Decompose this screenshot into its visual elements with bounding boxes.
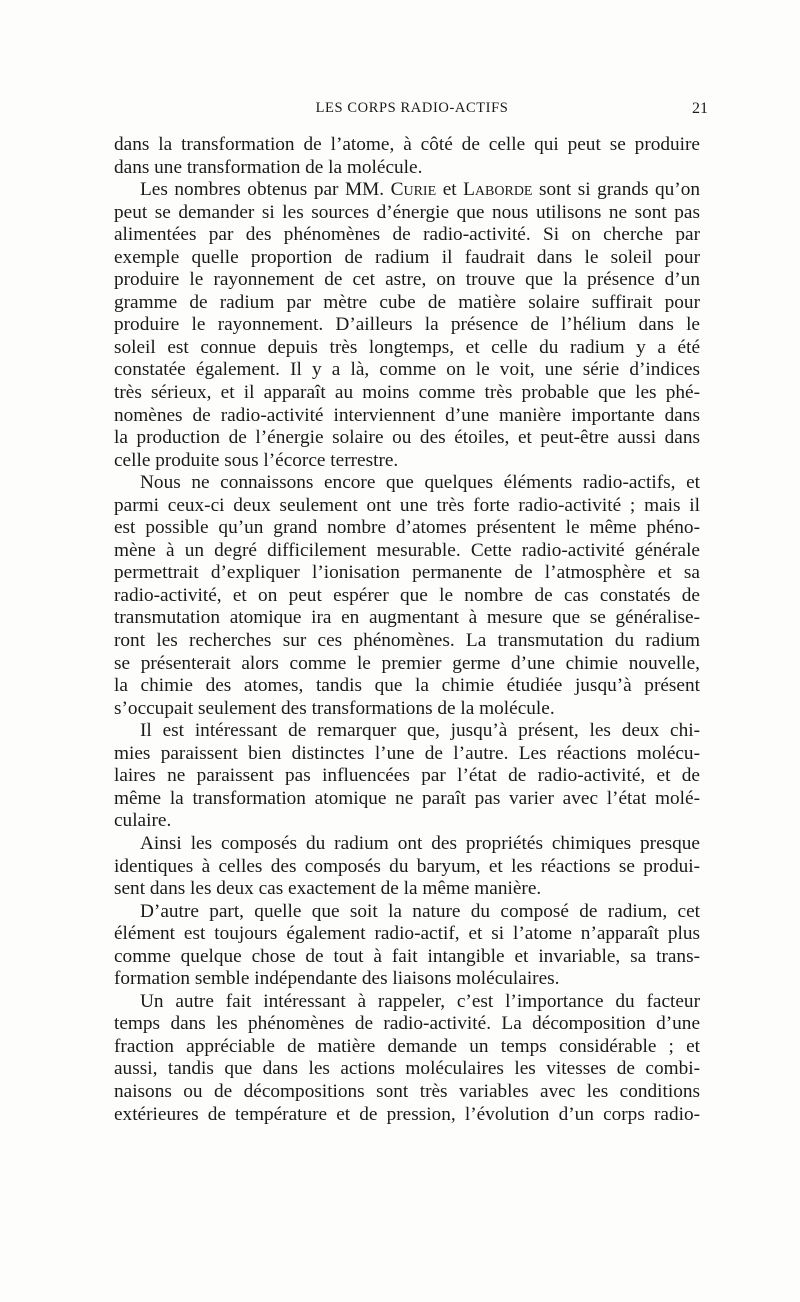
text-line: D’autre part, quelle que soit la nature du composé de radium, cet bbox=[140, 900, 700, 922]
text-line: radio-activité, et on peut espérer que le nombre de cas constatés de bbox=[114, 584, 700, 606]
text-fragment: sont si grands qu’on bbox=[532, 179, 701, 201]
text-line: alimentées par des phénomènes de radio-activité. Si on cherche par bbox=[114, 224, 700, 246]
paragraph-4 bbox=[114, 720, 700, 833]
text-line: fraction appréciable de matière demande un temps considérable ; et bbox=[114, 1035, 700, 1057]
text-line: se présenterait alors comme le premier germe d’une chimie nouvelle, bbox=[114, 652, 700, 674]
text-line: même la transformation atomique ne paraît pas varier avec l’état molé- bbox=[114, 787, 700, 809]
text-line: Nous ne connaissons encore que quelques éléments radio-actifs, et bbox=[140, 472, 700, 494]
page-number: 21 bbox=[692, 100, 708, 117]
text-line: celle produite sous l’écorce terrestre. bbox=[114, 449, 399, 471]
text-line: constatée également. Il y a là, comme on le voit, une série d’indices bbox=[114, 359, 700, 381]
text-fragment: et bbox=[436, 179, 464, 201]
text-line: transmutation atomique ira en augmentant à mesure que se généralise- bbox=[114, 607, 700, 629]
text-line: Un autre fait intéressant à rappeler, c’est l’importance du facteur bbox=[140, 990, 700, 1012]
text-line: sent dans les deux cas exactement de la même manière. bbox=[114, 878, 542, 900]
text-line: est possible qu’un grand nombre d’atomes présentent le même phéno- bbox=[114, 517, 700, 539]
text-line: élément est toujours également radio-actif, et si l’atome n’apparaît plus bbox=[114, 923, 700, 945]
text-line: parmi ceux-ci deux seulement ont une très forte radio-activité ; mais il bbox=[114, 494, 700, 516]
text-line: mies paraissent bien distinctes l’une de l’autre. Les réactions molécu- bbox=[114, 742, 700, 764]
text-line: mène à un degré difficilement mesurable. Cette radio-activité générale bbox=[114, 539, 700, 561]
text-line: produire le rayonnement. D’ailleurs la présence de l’hélium dans le bbox=[114, 314, 700, 336]
text-line: permettrait d’expliquer l’ionisation permanente de l’atmosphère et sa bbox=[114, 562, 700, 584]
text-line bbox=[114, 179, 700, 202]
paragraph-3 bbox=[114, 472, 700, 720]
paragraph-1 bbox=[114, 134, 700, 179]
text-line: culaire. bbox=[114, 810, 172, 832]
body-text bbox=[114, 134, 700, 1126]
text-line: dans une transformation de la molécule. bbox=[114, 156, 423, 178]
text-fragment: Les nombres obtenus par MM. bbox=[140, 179, 391, 201]
author-name-curie: Curie bbox=[390, 179, 437, 201]
text-line: temps dans les phénomènes de radio-activité. La décomposition d’une bbox=[114, 1013, 700, 1035]
text-line: formation semble indépendante des liaisons moléculaires. bbox=[114, 968, 560, 990]
text-line: identiques à celles des composés du baryum, et les réactions se produi- bbox=[114, 855, 700, 877]
text-line: peut se demander si les sources d’énergie que nous utilisons ne sont pas bbox=[114, 201, 700, 223]
paragraph-6 bbox=[114, 901, 700, 991]
paragraph-2 bbox=[114, 179, 700, 472]
text-line: la production de l’énergie solaire ou des étoiles, et peut-être aussi dans bbox=[114, 427, 700, 449]
text-line: dans la transformation de l’atome, à côté de celle qui peut se produire bbox=[114, 134, 700, 155]
running-head bbox=[112, 100, 712, 124]
text-line: exemple quelle proportion de radium il faudrait dans le soleil pour bbox=[114, 246, 700, 268]
paragraph-7 bbox=[114, 991, 700, 1126]
text-line: Ainsi les composés du radium ont des propriétés chimiques presque bbox=[140, 832, 700, 854]
text-line: comme quelque chose de tout à fait intangible et invariable, sa trans- bbox=[114, 945, 700, 967]
text-line: soleil est connue depuis très longtemps, et celle du radium y a été bbox=[114, 336, 700, 358]
text-line: ront les recherches sur ces phénomènes. La transmutation du radium bbox=[114, 630, 700, 652]
text-line: Il est intéressant de remarquer que, jusqu’à présent, les deux chi- bbox=[140, 720, 700, 742]
text-line: aussi, tandis que dans les actions moléculaires les vitesses de combi- bbox=[114, 1058, 700, 1080]
text-line: produire le rayonnement de cet astre, on trouve que la présence d’un bbox=[114, 269, 700, 291]
text-line: gramme de radium par mètre cube de matière solaire suffirait pour bbox=[114, 291, 700, 313]
text-line: extérieures de température et de pression, l’évolution d’un corps radio- bbox=[114, 1103, 700, 1125]
text-line: nomènes de radio-activité interviennent d’une manière importante dans bbox=[114, 404, 700, 426]
text-line: très sérieux, et il apparaît au moins comme très probable que les phé- bbox=[114, 382, 700, 404]
text-line: laires ne paraissent pas influencées par l’état de radio-activité, et de bbox=[114, 765, 700, 787]
author-name-laborde: Laborde bbox=[463, 179, 533, 201]
text-line: s’occupait seulement des transformations de la molécule. bbox=[114, 697, 555, 719]
text-line: naisons ou de décompositions sont très variables avec les conditions bbox=[114, 1080, 700, 1102]
text-line: la chimie des atomes, tandis que la chimie étudiée jusqu’à présent bbox=[114, 675, 700, 697]
paragraph-5 bbox=[114, 833, 700, 901]
running-title: LES CORPS RADIO-ACTIFS bbox=[315, 100, 509, 116]
